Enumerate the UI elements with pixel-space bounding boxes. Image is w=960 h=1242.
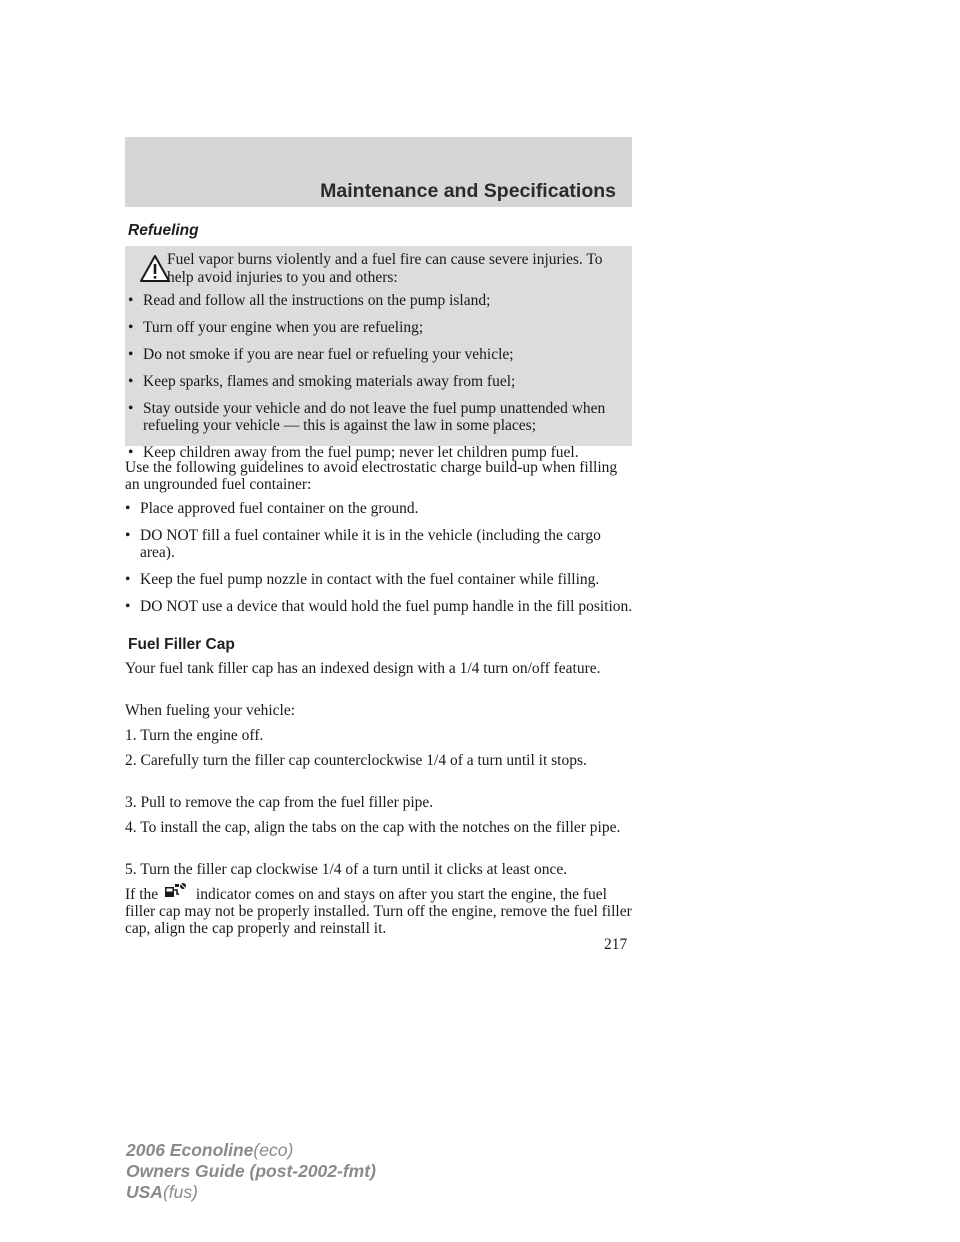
footer-model-code: (eco) [253,1140,294,1160]
warning-list [128,292,633,471]
electrostatic-item: • DO NOT fill a fuel container while it is in the vehicle (including the cargo area). [125,527,635,561]
step-5: 5. Turn the filler cap clockwise 1/4 of a turn until it clicks at least once. [125,861,568,878]
step-1: 1. Turn the engine off. [125,727,264,744]
warning-item: • Stay outside your vehicle and do not leave the fuel pump unattended when refueling your vehicle — this is against the law in some places; [128,400,633,434]
footer-market: USA [126,1182,163,1202]
electrostatic-list [125,500,635,625]
electrostatic-item: • Keep the fuel pump nozzle in contact with the fuel container while filling. [125,571,635,588]
warning-box [125,246,632,461]
electrostatic-item: • DO NOT use a device that would hold the fuel pump handle in the fill position. [125,598,635,615]
fuel-filler-cap-heading: Fuel Filler Cap [128,636,235,653]
refueling-heading: Refueling [128,222,199,239]
when-fueling-label: When fueling your vehicle: [125,702,296,719]
check-fuel-cap-icon [162,882,192,898]
step-2: 2. Carefully turn the filler cap counterclockwise 1/4 of a turn until it stops. [125,752,587,769]
warning-item: • Do not smoke if you are near fuel or refueling your vehicle; [128,346,633,363]
header-band [125,137,632,207]
indicator-text: indicator comes on and stays on after you start the engine, the fuel filler cap may not be properly installed. Turn off the engine, remove the fuel filler cap, align the cap properly and reinstall it. [125,886,632,937]
footer-model: 2006 Econoline [126,1140,254,1160]
warning-item: • Keep sparks, flames and smoking materials away from fuel; [128,373,633,390]
electrostatic-item: • Place approved fuel container on the ground. [125,500,635,517]
step-3: 3. Pull to remove the cap from the fuel filler pipe. [125,794,434,811]
warning-item: • Turn off your engine when you are refueling; [128,319,633,336]
warning-item: • Read and follow all the instructions on the pump island; [128,292,633,309]
footer [126,1140,376,1203]
warning-intro: Fuel vapor burns violently and a fuel fire can cause severe injuries. To help avoid injuries to you and others: [167,251,603,286]
footer-line-2: Owners Guide (post-2002-fmt) [126,1161,376,1181]
warning-item: • Keep children away from the fuel pump; never let children pump fuel. [128,444,633,461]
footer-line-3 [126,1182,376,1203]
footer-line-1 [126,1140,376,1161]
page-number: 217 [604,936,628,953]
indicator-prefix: If the [125,886,159,903]
indicator-paragraph [125,886,635,937]
filler-cap-description: Your fuel tank filler cap has an indexed design with a 1/4 turn on/off feature. [125,660,601,677]
electrostatic-intro: Use the following guidelines to avoid electrostatic charge build-up when filling an ungrounded fuel container: [125,459,618,493]
footer-market-code: (fus) [162,1182,198,1202]
page-header-title: Maintenance and Specifications [320,180,616,202]
step-4: 4. To install the cap, align the tabs on the cap with the notches on the filler pipe. [125,819,621,836]
